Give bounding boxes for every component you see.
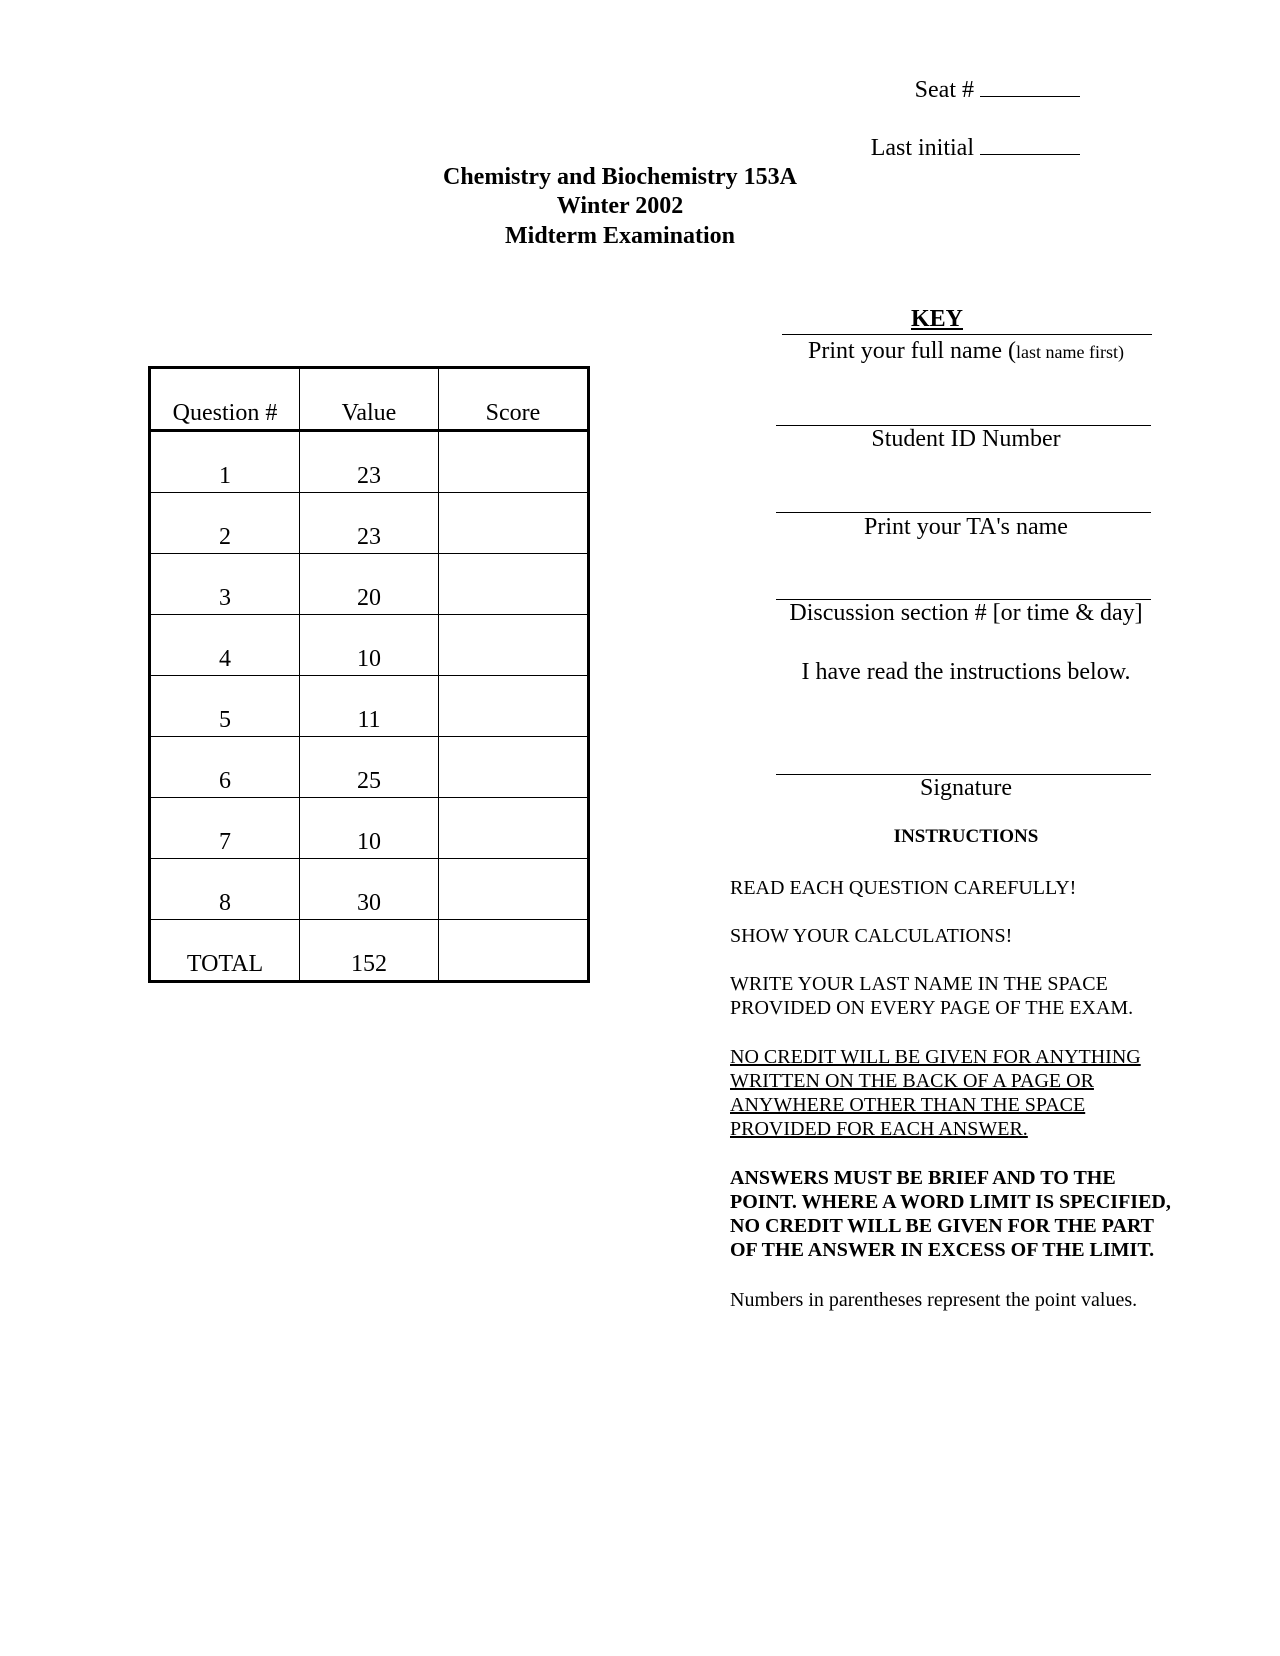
value-cell: 23 xyxy=(300,493,439,554)
value-cell: 10 xyxy=(300,615,439,676)
value-cell: 23 xyxy=(300,431,439,493)
score-table-header xyxy=(150,368,589,431)
full-name-label xyxy=(776,338,1156,365)
instructions-heading: INSTRUCTIONS xyxy=(893,826,1039,847)
question-cell: TOTAL xyxy=(150,920,300,982)
question-cell: 1 xyxy=(150,431,300,493)
table-row xyxy=(150,554,589,615)
question-cell: 6 xyxy=(150,737,300,798)
seat-blank[interactable] xyxy=(980,74,1080,97)
table-row xyxy=(150,431,589,493)
read-statement: I have read the instructions below. xyxy=(801,659,1131,685)
instruction-line: PROVIDED FOR EACH ANSWER. xyxy=(730,1118,1028,1140)
signature-label: Signature xyxy=(920,775,1012,801)
header-score: Score xyxy=(439,368,589,431)
value-cell: 30 xyxy=(300,859,439,920)
score-cell[interactable] xyxy=(439,615,589,676)
ta-name-line[interactable] xyxy=(776,512,1151,513)
last-initial-field xyxy=(780,132,1080,162)
instruction-last-name xyxy=(730,972,1210,1020)
full-name-field[interactable] xyxy=(782,308,1152,335)
table-row-total xyxy=(150,920,589,982)
instruction-line: WRITTEN ON THE BACK OF A PAGE OR xyxy=(730,1070,1094,1092)
table-row xyxy=(150,737,589,798)
value-cell: 10 xyxy=(300,798,439,859)
full-name-value: KEY xyxy=(910,306,963,332)
instruction-line: NO CREDIT WILL BE GIVEN FOR THE PART xyxy=(730,1215,1155,1237)
question-cell: 4 xyxy=(150,615,300,676)
score-cell[interactable] xyxy=(439,798,589,859)
table-row xyxy=(150,798,589,859)
value-cell: 11 xyxy=(300,676,439,737)
score-table xyxy=(148,366,590,983)
instruction-no-credit xyxy=(730,1045,1210,1141)
score-cell[interactable] xyxy=(439,493,589,554)
exam-title: Midterm Examination xyxy=(505,223,735,249)
instruction-line: PROVIDED ON EVERY PAGE OF THE EXAM. xyxy=(730,997,1134,1019)
table-row xyxy=(150,493,589,554)
term-title: Winter 2002 xyxy=(556,193,684,219)
ta-name-label: Print your TA's name xyxy=(864,514,1068,540)
question-cell: 2 xyxy=(150,493,300,554)
instruction-brief-answers xyxy=(730,1166,1210,1262)
instruction-line: ANYWHERE OTHER THAN THE SPACE xyxy=(730,1094,1086,1116)
table-row xyxy=(150,615,589,676)
full-name-label-main: Print your full name ( xyxy=(808,338,1016,364)
value-cell: 152 xyxy=(300,920,439,982)
instruction-line: POINT. WHERE A WORD LIMIT IS SPECIFIED, xyxy=(730,1191,1171,1213)
score-cell[interactable] xyxy=(439,859,589,920)
instruction-show-calculations: SHOW YOUR CALCULATIONS! xyxy=(730,925,1013,947)
score-cell[interactable] xyxy=(439,676,589,737)
table-row xyxy=(150,859,589,920)
instruction-line: NO CREDIT WILL BE GIVEN FOR ANYTHING xyxy=(730,1046,1141,1068)
question-cell: 8 xyxy=(150,859,300,920)
score-cell[interactable] xyxy=(439,737,589,798)
value-cell: 25 xyxy=(300,737,439,798)
score-cell[interactable] xyxy=(439,920,589,982)
seat-number-field xyxy=(780,74,1080,104)
question-cell: 7 xyxy=(150,798,300,859)
instruction-read-carefully: READ EACH QUESTION CAREFULLY! xyxy=(730,877,1077,899)
instruction-line: OF THE ANSWER IN EXCESS OF THE LIMIT. xyxy=(730,1239,1155,1261)
last-initial-label: Last initial xyxy=(870,135,974,161)
question-cell: 5 xyxy=(150,676,300,737)
course-title: Chemistry and Biochemistry 153A xyxy=(443,164,797,190)
full-name-label-note: last name first) xyxy=(1016,342,1124,362)
table-row xyxy=(150,676,589,737)
student-id-label: Student ID Number xyxy=(871,426,1061,452)
instruction-line: ANSWERS MUST BE BRIEF AND TO THE xyxy=(730,1167,1116,1189)
instruction-point-values: Numbers in parentheses represent the point values. xyxy=(730,1289,1138,1311)
seat-label: Seat # xyxy=(914,77,974,103)
instruction-line: WRITE YOUR LAST NAME IN THE SPACE xyxy=(730,973,1108,995)
last-initial-blank[interactable] xyxy=(980,132,1080,155)
discussion-label: Discussion section # [or time & day] xyxy=(789,600,1143,626)
header-question: Question # xyxy=(150,368,300,431)
score-cell[interactable] xyxy=(439,431,589,493)
value-cell: 20 xyxy=(300,554,439,615)
header-value: Value xyxy=(300,368,439,431)
score-cell[interactable] xyxy=(439,554,589,615)
question-cell: 3 xyxy=(150,554,300,615)
